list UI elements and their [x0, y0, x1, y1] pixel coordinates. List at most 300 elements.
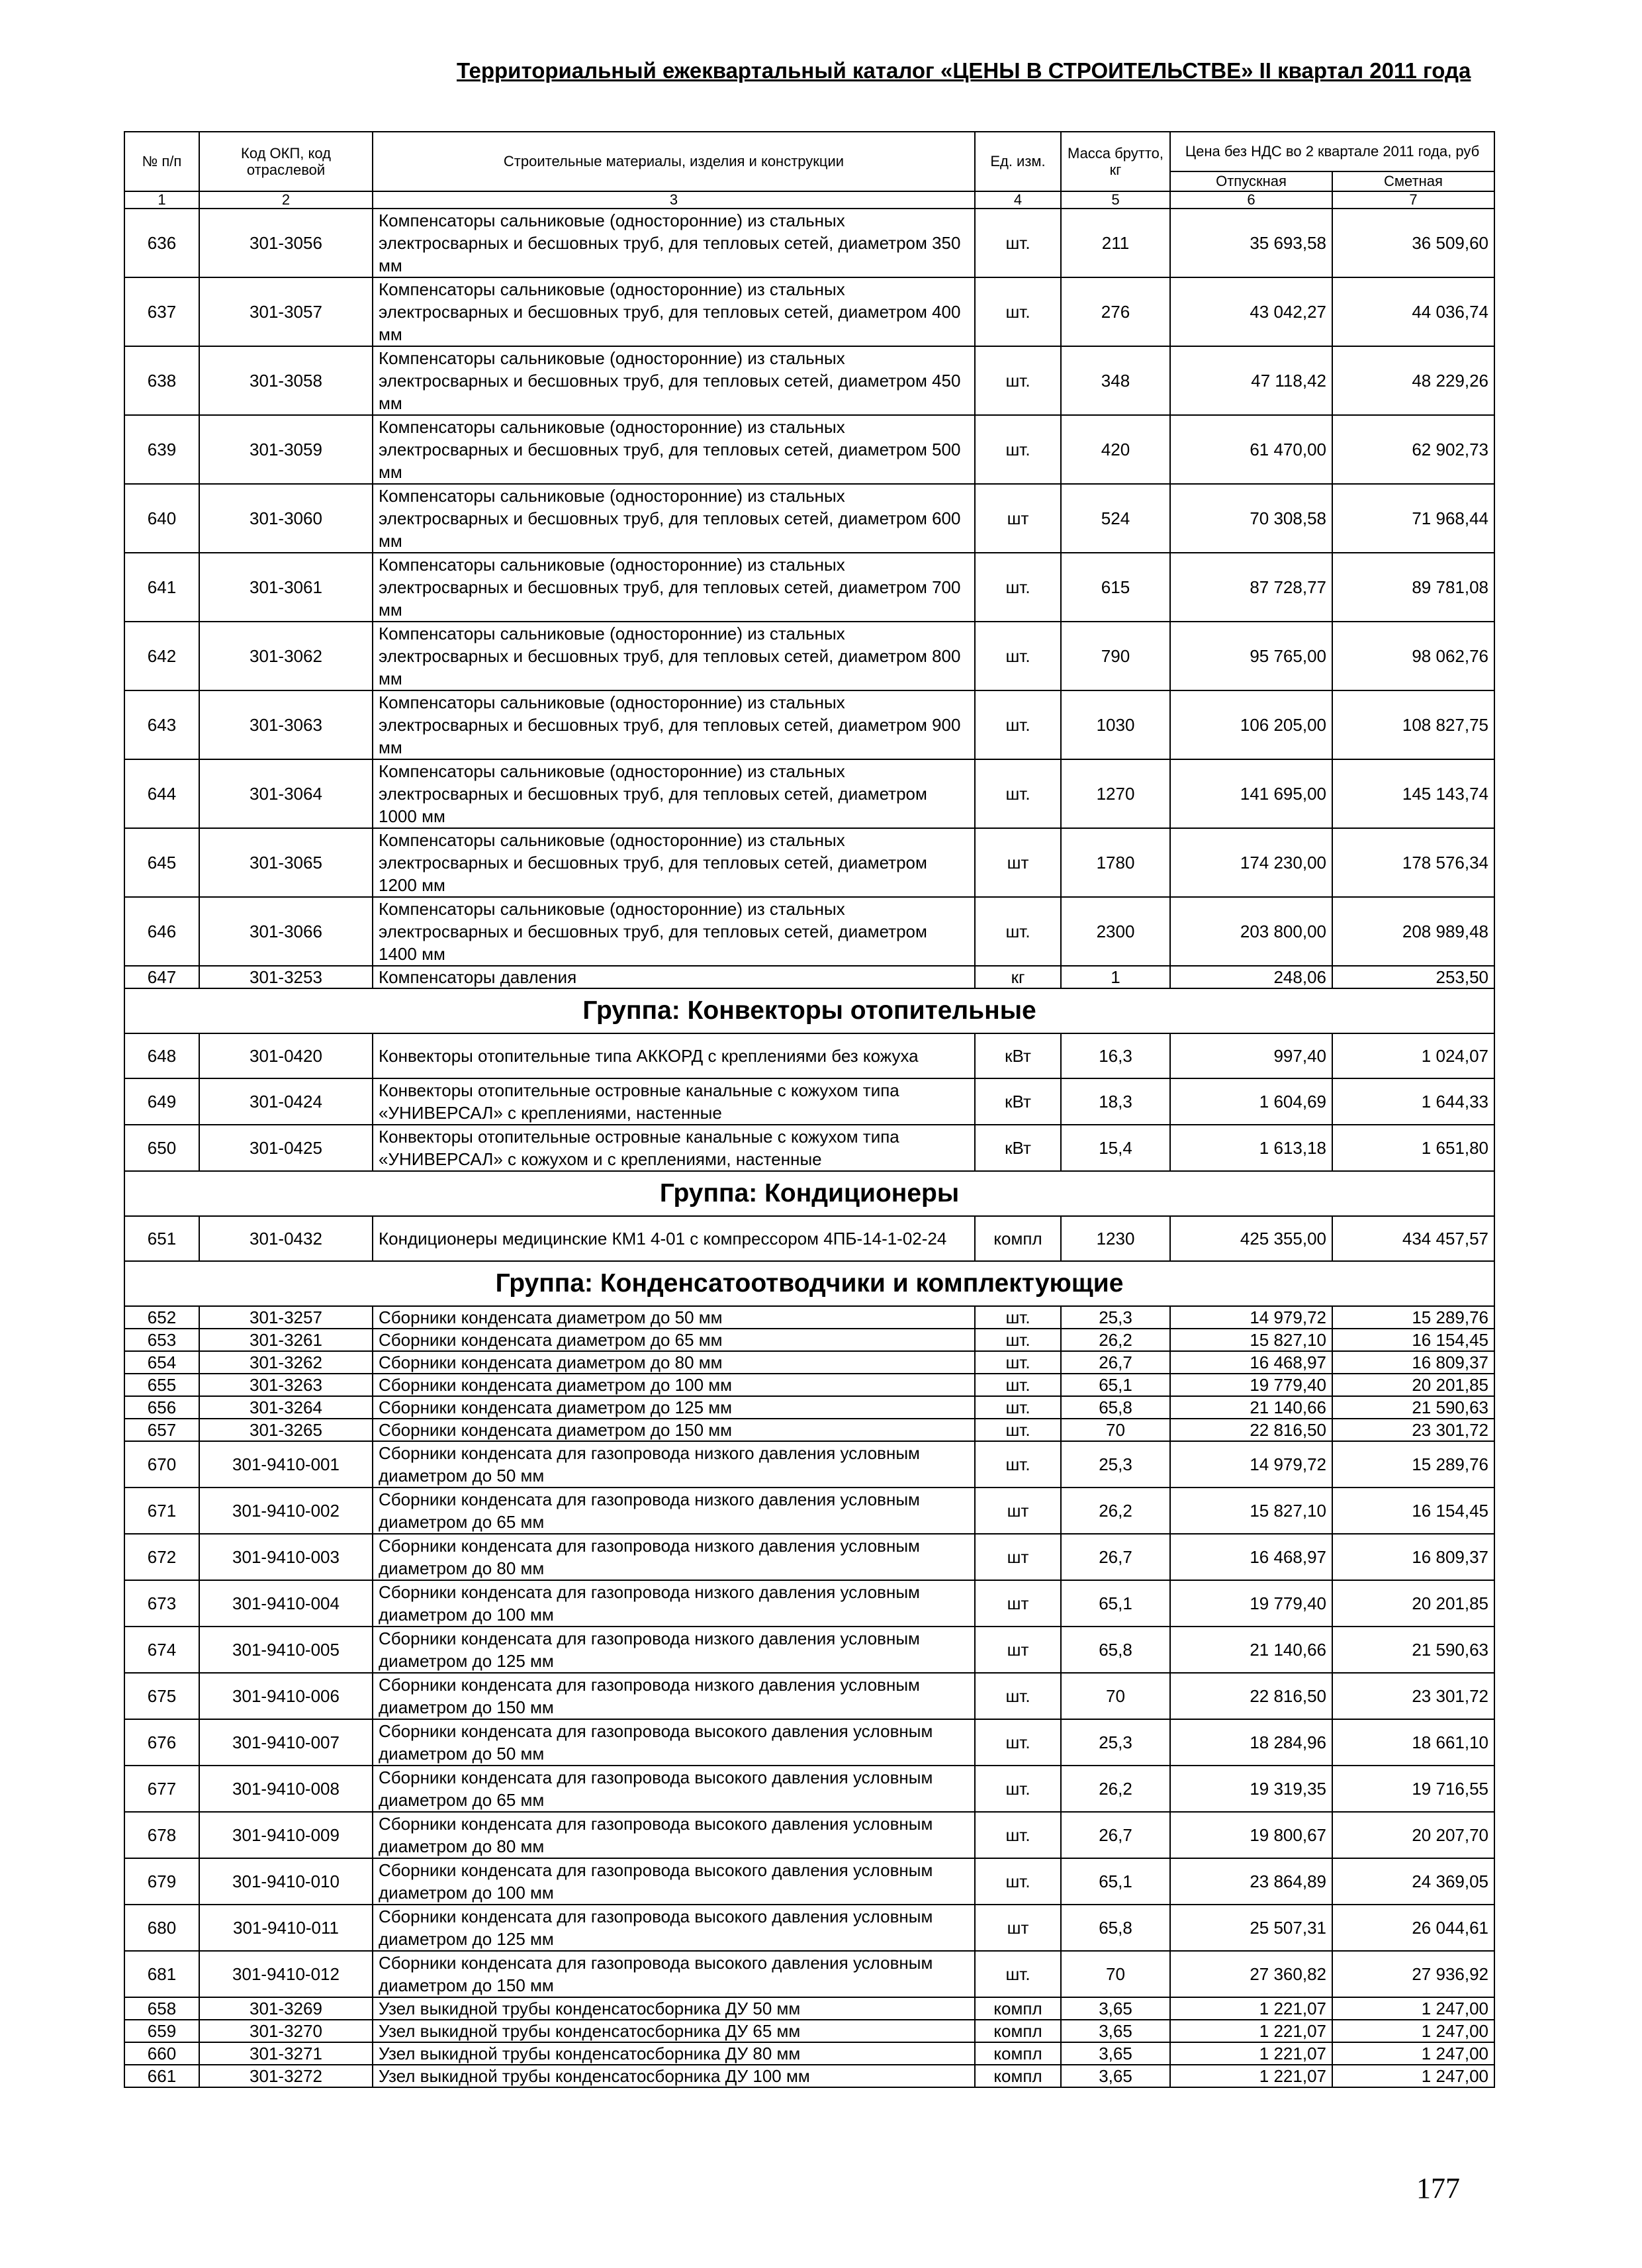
column-index: 5	[1061, 191, 1170, 209]
row-mass: 65,1	[1061, 1580, 1170, 1627]
row-price-sale: 203 800,00	[1170, 897, 1332, 966]
table-row	[124, 1905, 1494, 1951]
row-price-estimate: 178 576,34	[1332, 828, 1494, 897]
row-price-estimate: 44 036,74	[1332, 277, 1494, 346]
row-number: 639	[124, 415, 199, 484]
row-price-estimate: 108 827,75	[1332, 690, 1494, 759]
table-row	[124, 1673, 1494, 1719]
row-price-sale: 18 284,96	[1170, 1719, 1332, 1766]
group-heading-row	[124, 1261, 1494, 1306]
row-price-estimate: 16 809,37	[1332, 1351, 1494, 1374]
row-number: 660	[124, 2042, 199, 2065]
row-price-sale: 14 979,72	[1170, 1306, 1332, 1329]
row-unit: шт.	[975, 690, 1061, 759]
table-row	[124, 1396, 1494, 1419]
row-mass: 70	[1061, 1673, 1170, 1719]
row-price-sale: 27 360,82	[1170, 1951, 1332, 1997]
row-unit: шт.	[975, 1374, 1061, 1396]
row-number: 641	[124, 553, 199, 622]
row-code: 301-0425	[199, 1125, 373, 1171]
row-unit: компл	[975, 2042, 1061, 2065]
table-row	[124, 1216, 1494, 1261]
row-price-estimate: 145 143,74	[1332, 759, 1494, 828]
row-name: Компенсаторы сальниковые (односторонние) из стальных электросварных и бесшовных труб, для тепловых сетей, диаметром 1200 мм	[373, 828, 975, 897]
row-code: 301-9410-003	[199, 1534, 373, 1580]
table-row	[124, 966, 1494, 988]
row-price-sale: 14 979,72	[1170, 1441, 1332, 1488]
row-price-estimate: 16 154,45	[1332, 1329, 1494, 1351]
row-name: Компенсаторы сальниковые (односторонние) из стальных электросварных и бесшовных труб, для тепловых сетей, диаметром 1400 мм	[373, 897, 975, 966]
row-price-sale: 95 765,00	[1170, 622, 1332, 690]
table-row	[124, 1997, 1494, 2020]
row-name: Сборники конденсата для газопровода высокого давления условным диаметром до 150 мм	[373, 1951, 975, 1997]
row-mass: 26,2	[1061, 1766, 1170, 1812]
row-mass: 615	[1061, 553, 1170, 622]
row-number: 642	[124, 622, 199, 690]
row-price-estimate: 1 247,00	[1332, 2065, 1494, 2087]
row-price-estimate: 20 201,85	[1332, 1374, 1494, 1396]
row-price-estimate: 208 989,48	[1332, 897, 1494, 966]
table-row	[124, 828, 1494, 897]
row-mass: 420	[1061, 415, 1170, 484]
row-unit: шт.	[975, 1306, 1061, 1329]
row-number: 646	[124, 897, 199, 966]
group-heading-row	[124, 1171, 1494, 1216]
table-row	[124, 1351, 1494, 1374]
row-mass: 26,7	[1061, 1351, 1170, 1374]
row-number: 637	[124, 277, 199, 346]
row-unit: шт.	[975, 1766, 1061, 1812]
table-row	[124, 209, 1494, 277]
page-header: Территориальный ежеквартальный каталог «ЦЕНЫ В СТРОИТЕЛЬСТВЕ» II квартал 2011 года	[457, 58, 1471, 83]
row-price-estimate: 1 247,00	[1332, 1997, 1494, 2020]
row-number: 636	[124, 209, 199, 277]
row-code: 301-9410-005	[199, 1627, 373, 1673]
table-row	[124, 1812, 1494, 1858]
row-price-estimate: 21 590,63	[1332, 1396, 1494, 1419]
row-price-estimate: 21 590,63	[1332, 1627, 1494, 1673]
row-price-sale: 19 779,40	[1170, 1580, 1332, 1627]
row-code: 301-3058	[199, 346, 373, 415]
row-name: Сборники конденсата для газопровода высокого давления условным диаметром до 65 мм	[373, 1766, 975, 1812]
row-mass: 16,3	[1061, 1033, 1170, 1078]
row-code: 301-3253	[199, 966, 373, 988]
row-name: Сборники конденсата диаметром до 50 мм	[373, 1306, 975, 1329]
row-name: Сборники конденсата для газопровода высокого давления условным диаметром до 50 мм	[373, 1719, 975, 1766]
row-mass: 70	[1061, 1951, 1170, 1997]
row-code: 301-9410-012	[199, 1951, 373, 1997]
row-mass: 26,7	[1061, 1534, 1170, 1580]
row-code: 301-3264	[199, 1396, 373, 1419]
table-row	[124, 1858, 1494, 1905]
table-row	[124, 415, 1494, 484]
row-mass: 1780	[1061, 828, 1170, 897]
row-code: 301-3271	[199, 2042, 373, 2065]
row-code: 301-9410-007	[199, 1719, 373, 1766]
col-header-unit: Ед. изм.	[975, 132, 1061, 191]
row-code: 301-3263	[199, 1374, 373, 1396]
row-number: 651	[124, 1216, 199, 1261]
row-code: 301-9410-008	[199, 1766, 373, 1812]
row-mass: 65,8	[1061, 1396, 1170, 1419]
row-code: 301-3269	[199, 1997, 373, 2020]
row-mass: 211	[1061, 209, 1170, 277]
row-number: 656	[124, 1396, 199, 1419]
row-price-estimate: 18 661,10	[1332, 1719, 1494, 1766]
row-name: Узел выкидной трубы конденсатосборника ДУ 80 мм	[373, 2042, 975, 2065]
table-row	[124, 2065, 1494, 2087]
table-row	[124, 1488, 1494, 1534]
row-unit: шт.	[975, 1441, 1061, 1488]
row-number: 654	[124, 1351, 199, 1374]
row-name: Сборники конденсата диаметром до 80 мм	[373, 1351, 975, 1374]
col-header-price-estimate: Сметная	[1332, 171, 1494, 191]
row-price-estimate: 36 509,60	[1332, 209, 1494, 277]
row-mass: 790	[1061, 622, 1170, 690]
row-name: Конвекторы отопительные островные канальные с кожухом типа «УНИВЕРСАЛ» с кожухом и с креплениями, настенные	[373, 1125, 975, 1171]
column-index-row	[124, 191, 1494, 209]
row-number: 658	[124, 1997, 199, 2020]
row-mass: 15,4	[1061, 1125, 1170, 1171]
row-number: 677	[124, 1766, 199, 1812]
row-name: Сборники конденсата для газопровода высокого давления условным диаметром до 80 мм	[373, 1812, 975, 1858]
row-mass: 3,65	[1061, 2020, 1170, 2042]
row-mass: 70	[1061, 1419, 1170, 1441]
row-code: 301-0420	[199, 1033, 373, 1078]
row-unit: шт.	[975, 346, 1061, 415]
row-price-estimate: 89 781,08	[1332, 553, 1494, 622]
row-price-estimate: 48 229,26	[1332, 346, 1494, 415]
column-index: 2	[199, 191, 373, 209]
row-price-sale: 248,06	[1170, 966, 1332, 988]
row-number: 652	[124, 1306, 199, 1329]
row-code: 301-3262	[199, 1351, 373, 1374]
row-price-estimate: 15 289,76	[1332, 1441, 1494, 1488]
row-unit: шт.	[975, 897, 1061, 966]
row-price-sale: 61 470,00	[1170, 415, 1332, 484]
row-unit: шт.	[975, 1858, 1061, 1905]
table-row	[124, 690, 1494, 759]
row-name: Сборники конденсата для газопровода низкого давления условным диаметром до 80 мм	[373, 1534, 975, 1580]
table-row	[124, 1534, 1494, 1580]
table-row	[124, 1125, 1494, 1171]
row-mass: 3,65	[1061, 2065, 1170, 2087]
row-price-sale: 43 042,27	[1170, 277, 1332, 346]
row-number: 638	[124, 346, 199, 415]
row-mass: 25,3	[1061, 1441, 1170, 1488]
row-price-sale: 22 816,50	[1170, 1419, 1332, 1441]
row-mass: 1270	[1061, 759, 1170, 828]
table-row	[124, 622, 1494, 690]
row-number: 649	[124, 1078, 199, 1125]
column-index: 4	[975, 191, 1061, 209]
row-price-estimate: 19 716,55	[1332, 1766, 1494, 1812]
row-code: 301-3065	[199, 828, 373, 897]
row-unit: шт.	[975, 1719, 1061, 1766]
row-number: 653	[124, 1329, 199, 1351]
row-unit: шт	[975, 1488, 1061, 1534]
column-index: 3	[373, 191, 975, 209]
row-number: 679	[124, 1858, 199, 1905]
row-price-estimate: 26 044,61	[1332, 1905, 1494, 1951]
column-index: 1	[124, 191, 199, 209]
row-name: Сборники конденсата диаметром до 125 мм	[373, 1396, 975, 1419]
row-price-sale: 23 864,89	[1170, 1858, 1332, 1905]
table-row	[124, 759, 1494, 828]
column-index: 7	[1332, 191, 1494, 209]
row-number: 670	[124, 1441, 199, 1488]
row-mass: 26,2	[1061, 1488, 1170, 1534]
row-mass: 65,1	[1061, 1374, 1170, 1396]
table-body	[124, 209, 1494, 2087]
row-code: 301-3265	[199, 1419, 373, 1441]
table-row	[124, 1580, 1494, 1627]
row-name: Компенсаторы сальниковые (односторонние) из стальных электросварных и бесшовных труб, для тепловых сетей, диаметром 500 мм	[373, 415, 975, 484]
table-row	[124, 1951, 1494, 1997]
row-name: Сборники конденсата для газопровода высокого давления условным диаметром до 100 мм	[373, 1858, 975, 1905]
column-index: 6	[1170, 191, 1332, 209]
table-row	[124, 1078, 1494, 1125]
row-unit: шт.	[975, 1951, 1061, 1997]
row-code: 301-3257	[199, 1306, 373, 1329]
row-number: 659	[124, 2020, 199, 2042]
row-price-sale: 19 319,35	[1170, 1766, 1332, 1812]
row-price-sale: 174 230,00	[1170, 828, 1332, 897]
row-price-sale: 16 468,97	[1170, 1351, 1332, 1374]
row-mass: 3,65	[1061, 1997, 1170, 2020]
row-name: Сборники конденсата для газопровода высокого давления условным диаметром до 125 мм	[373, 1905, 975, 1951]
row-unit: шт	[975, 1534, 1061, 1580]
row-name: Сборники конденсата диаметром до 65 мм	[373, 1329, 975, 1351]
table-row	[124, 1627, 1494, 1673]
row-unit: шт.	[975, 1812, 1061, 1858]
table-row	[124, 346, 1494, 415]
row-name: Компенсаторы сальниковые (односторонние) из стальных электросварных и бесшовных труб, для тепловых сетей, диаметром 1000 мм	[373, 759, 975, 828]
row-unit: шт	[975, 1580, 1061, 1627]
row-number: 675	[124, 1673, 199, 1719]
row-name: Компенсаторы давления	[373, 966, 975, 988]
col-header-mass: Масса брутто, кг	[1061, 132, 1170, 191]
row-mass: 3,65	[1061, 2042, 1170, 2065]
row-name: Сборники конденсата диаметром до 150 мм	[373, 1419, 975, 1441]
row-price-sale: 19 779,40	[1170, 1374, 1332, 1396]
row-unit: компл	[975, 2020, 1061, 2042]
group-title: Группа: Конденсатоотводчики и комплектующие	[124, 1261, 1494, 1306]
row-unit: шт	[975, 484, 1061, 553]
row-number: 672	[124, 1534, 199, 1580]
row-number: 643	[124, 690, 199, 759]
row-unit: кг	[975, 966, 1061, 988]
row-price-estimate: 71 968,44	[1332, 484, 1494, 553]
row-name: Компенсаторы сальниковые (односторонние) из стальных электросварных и бесшовных труб, для тепловых сетей, диаметром 450 мм	[373, 346, 975, 415]
row-code: 301-3056	[199, 209, 373, 277]
row-price-sale: 425 355,00	[1170, 1216, 1332, 1261]
row-mass: 18,3	[1061, 1078, 1170, 1125]
row-price-estimate: 1 644,33	[1332, 1078, 1494, 1125]
row-mass: 25,3	[1061, 1306, 1170, 1329]
table-row	[124, 1374, 1494, 1396]
row-name: Компенсаторы сальниковые (односторонние) из стальных электросварных и бесшовных труб, для тепловых сетей, диаметром 600 мм	[373, 484, 975, 553]
row-name: Сборники конденсата диаметром до 100 мм	[373, 1374, 975, 1396]
row-price-estimate: 1 024,07	[1332, 1033, 1494, 1078]
row-name: Узел выкидной трубы конденсатосборника ДУ 50 мм	[373, 1997, 975, 2020]
row-price-sale: 15 827,10	[1170, 1488, 1332, 1534]
row-price-estimate: 1 247,00	[1332, 2042, 1494, 2065]
row-code: 301-3061	[199, 553, 373, 622]
table-row	[124, 2020, 1494, 2042]
row-unit: кВт	[975, 1033, 1061, 1078]
row-price-sale: 87 728,77	[1170, 553, 1332, 622]
row-unit: шт	[975, 828, 1061, 897]
row-price-sale: 1 221,07	[1170, 2065, 1332, 2087]
row-code: 301-9410-004	[199, 1580, 373, 1627]
row-unit: шт.	[975, 553, 1061, 622]
row-price-estimate: 20 201,85	[1332, 1580, 1494, 1627]
page-number: 177	[1416, 2172, 1460, 2204]
row-unit: шт.	[975, 1396, 1061, 1419]
table-row	[124, 1329, 1494, 1351]
row-number: 640	[124, 484, 199, 553]
row-price-sale: 47 118,42	[1170, 346, 1332, 415]
row-code: 301-3060	[199, 484, 373, 553]
row-price-sale: 1 221,07	[1170, 2020, 1332, 2042]
row-unit: компл	[975, 2065, 1061, 2087]
row-price-estimate: 98 062,76	[1332, 622, 1494, 690]
row-mass: 2300	[1061, 897, 1170, 966]
row-number: 681	[124, 1951, 199, 1997]
row-price-estimate: 20 207,70	[1332, 1812, 1494, 1858]
price-catalog-table	[124, 131, 1495, 2088]
row-name: Узел выкидной трубы конденсатосборника ДУ 100 мм	[373, 2065, 975, 2087]
row-mass: 1030	[1061, 690, 1170, 759]
row-unit: шт.	[975, 209, 1061, 277]
table-row	[124, 1719, 1494, 1766]
table-row	[124, 2042, 1494, 2065]
row-price-sale: 141 695,00	[1170, 759, 1332, 828]
row-code: 301-9410-011	[199, 1905, 373, 1951]
row-price-sale: 997,40	[1170, 1033, 1332, 1078]
row-name: Компенсаторы сальниковые (односторонние) из стальных электросварных и бесшовных труб, для тепловых сетей, диаметром 400 мм	[373, 277, 975, 346]
row-code: 301-9410-009	[199, 1812, 373, 1858]
row-price-sale: 19 800,67	[1170, 1812, 1332, 1858]
row-mass: 26,7	[1061, 1812, 1170, 1858]
col-header-name: Строительные материалы, изделия и конструкции	[373, 132, 975, 191]
row-unit: кВт	[975, 1078, 1061, 1125]
row-price-estimate: 253,50	[1332, 966, 1494, 988]
row-number: 655	[124, 1374, 199, 1396]
row-mass: 524	[1061, 484, 1170, 553]
table-row	[124, 484, 1494, 553]
row-unit: шт.	[975, 759, 1061, 828]
row-code: 301-3057	[199, 277, 373, 346]
row-name: Кондиционеры медицинские КМ1 4-01 с компрессором 4ПБ-14-1-02-24	[373, 1216, 975, 1261]
row-price-estimate: 23 301,72	[1332, 1673, 1494, 1719]
row-price-estimate: 24 369,05	[1332, 1858, 1494, 1905]
row-price-sale: 16 468,97	[1170, 1534, 1332, 1580]
row-price-sale: 15 827,10	[1170, 1329, 1332, 1351]
row-number: 678	[124, 1812, 199, 1858]
row-unit: шт.	[975, 415, 1061, 484]
row-code: 301-3066	[199, 897, 373, 966]
col-header-price-sale: Отпускная	[1170, 171, 1332, 191]
row-code: 301-3059	[199, 415, 373, 484]
row-code: 301-9410-001	[199, 1441, 373, 1488]
row-name: Сборники конденсата для газопровода низкого давления условным диаметром до 100 мм	[373, 1580, 975, 1627]
row-unit: шт.	[975, 1329, 1061, 1351]
row-name: Компенсаторы сальниковые (односторонние) из стальных электросварных и бесшовных труб, для тепловых сетей, диаметром 800 мм	[373, 622, 975, 690]
table-header	[124, 132, 1494, 209]
row-unit: шт.	[975, 277, 1061, 346]
row-unit: шт	[975, 1627, 1061, 1673]
table-row	[124, 1306, 1494, 1329]
row-number: 644	[124, 759, 199, 828]
col-header-price: Цена без НДС во 2 квартале 2011 года, руб	[1170, 132, 1494, 171]
row-mass: 25,3	[1061, 1719, 1170, 1766]
row-unit: шт.	[975, 1673, 1061, 1719]
row-price-sale: 106 205,00	[1170, 690, 1332, 759]
row-price-sale: 25 507,31	[1170, 1905, 1332, 1951]
row-mass: 65,8	[1061, 1905, 1170, 1951]
row-price-estimate: 15 289,76	[1332, 1306, 1494, 1329]
group-title: Группа: Конвекторы отопительные	[124, 988, 1494, 1033]
row-price-sale: 1 221,07	[1170, 2042, 1332, 2065]
row-name: Компенсаторы сальниковые (односторонние) из стальных электросварных и бесшовных труб, для тепловых сетей, диаметром 350 мм	[373, 209, 975, 277]
table-row	[124, 1419, 1494, 1441]
row-unit: шт.	[975, 1419, 1061, 1441]
row-price-estimate: 27 936,92	[1332, 1951, 1494, 1997]
table-row	[124, 897, 1494, 966]
row-name: Конвекторы отопительные островные канальные с кожухом типа «УНИВЕРСАЛ» с креплениями, настенные	[373, 1078, 975, 1125]
row-price-sale: 35 693,58	[1170, 209, 1332, 277]
row-code: 301-0432	[199, 1216, 373, 1261]
col-header-code: Код ОКП, код отраслевой	[199, 132, 373, 191]
row-price-sale: 70 308,58	[1170, 484, 1332, 553]
row-number: 648	[124, 1033, 199, 1078]
row-number: 661	[124, 2065, 199, 2087]
row-mass: 1230	[1061, 1216, 1170, 1261]
row-price-estimate: 16 809,37	[1332, 1534, 1494, 1580]
group-title: Группа: Кондиционеры	[124, 1171, 1494, 1216]
row-code: 301-3063	[199, 690, 373, 759]
row-price-sale: 21 140,66	[1170, 1396, 1332, 1419]
row-name: Компенсаторы сальниковые (односторонние) из стальных электросварных и бесшовных труб, для тепловых сетей, диаметром 900 мм	[373, 690, 975, 759]
row-name: Конвекторы отопительные типа АККОРД с креплениями без кожуха	[373, 1033, 975, 1078]
row-number: 674	[124, 1627, 199, 1673]
row-price-estimate: 16 154,45	[1332, 1488, 1494, 1534]
row-code: 301-3272	[199, 2065, 373, 2087]
row-code: 301-3064	[199, 759, 373, 828]
table-row	[124, 1033, 1494, 1078]
row-mass: 276	[1061, 277, 1170, 346]
row-number: 645	[124, 828, 199, 897]
row-unit: компл	[975, 1997, 1061, 2020]
row-number: 680	[124, 1905, 199, 1951]
table-row	[124, 1441, 1494, 1488]
row-mass: 26,2	[1061, 1329, 1170, 1351]
row-name: Узел выкидной трубы конденсатосборника ДУ 65 мм	[373, 2020, 975, 2042]
row-code: 301-9410-002	[199, 1488, 373, 1534]
row-mass: 348	[1061, 346, 1170, 415]
row-price-estimate: 1 651,80	[1332, 1125, 1494, 1171]
row-price-estimate: 62 902,73	[1332, 415, 1494, 484]
row-name: Сборники конденсата для газопровода низкого давления условным диаметром до 150 мм	[373, 1673, 975, 1719]
row-number: 676	[124, 1719, 199, 1766]
row-code: 301-0424	[199, 1078, 373, 1125]
row-unit: шт	[975, 1905, 1061, 1951]
row-unit: кВт	[975, 1125, 1061, 1171]
row-number: 657	[124, 1419, 199, 1441]
row-code: 301-3270	[199, 2020, 373, 2042]
